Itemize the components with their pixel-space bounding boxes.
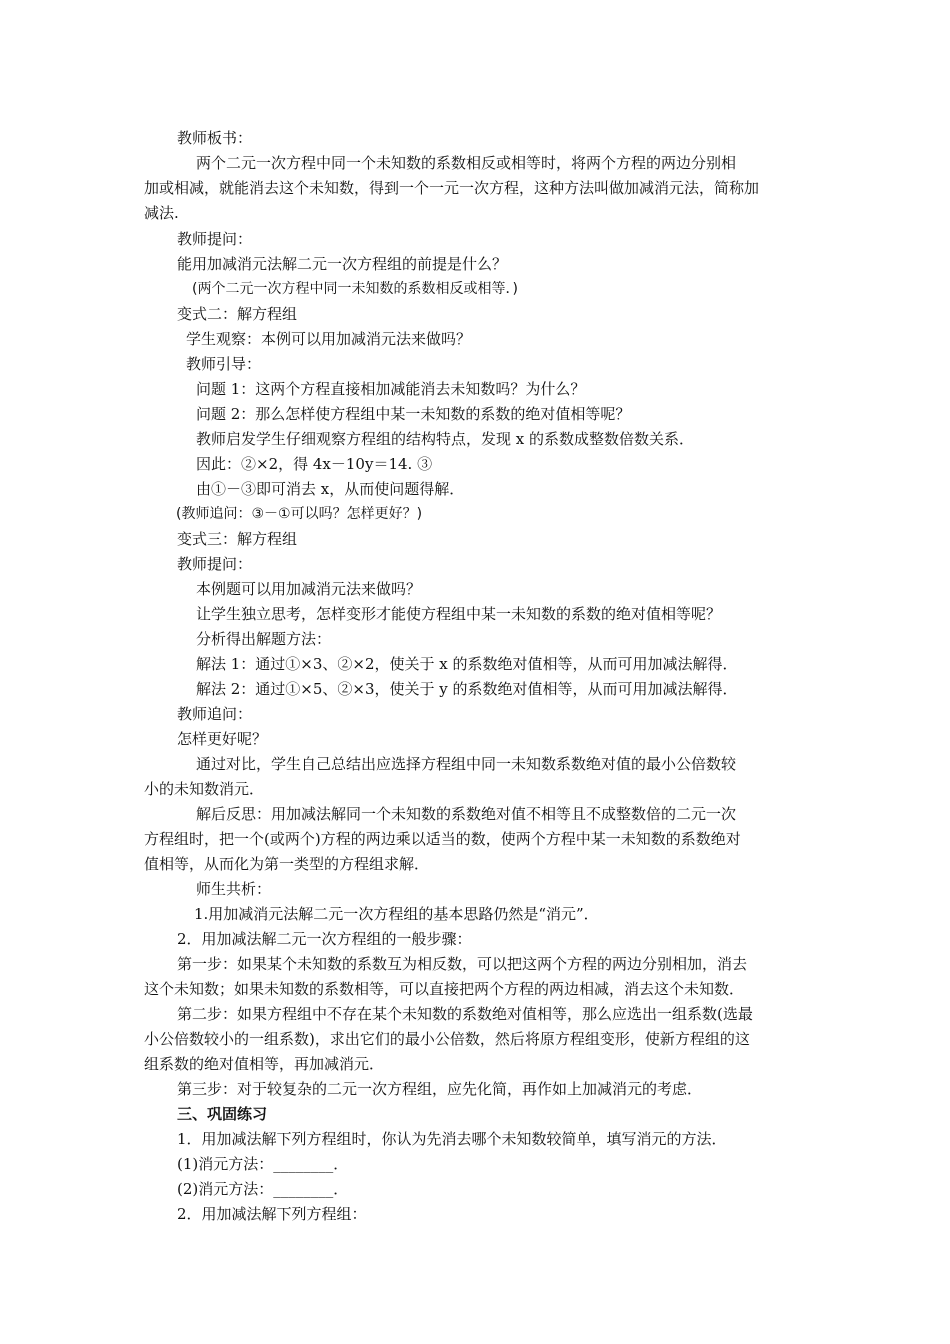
text-line: 2．用加减法解二元一次方程组的一般步骤： xyxy=(177,930,472,948)
text-line: 2．用加减法解下列方程组： xyxy=(177,1205,367,1223)
text-line: (教师追问：③－①可以吗？怎样更好？) xyxy=(176,506,423,522)
text-line: 加或相减，就能消去这个未知数，得到一个一元一次方程，这种方法叫做加减消元法，简称加 xyxy=(144,179,760,197)
text-line: 减法. xyxy=(144,204,179,222)
text-line: 小的未知数消元． xyxy=(144,780,265,798)
text-line: 这个未知数；如果未知数的系数相等，可以直接把两个方程的两边相减，消去这个未知数． xyxy=(144,980,745,998)
text-line: 1．用加减法解下列方程组时，你认为先消去哪个未知数较简单，填写消元的方法． xyxy=(177,1130,727,1148)
text-line: 让学生独立思考，怎样变形才能使方程组中某一未知数的系数的绝对值相等呢？ xyxy=(196,605,722,623)
text-line: 第二步：如果方程组中不存在某个未知数的系数绝对值相等，那么应选出一组系数(选最 xyxy=(177,1005,753,1023)
section-heading: 三、巩固练习 xyxy=(177,1105,268,1123)
text-line: 教师提问： xyxy=(177,555,253,573)
text-line: 小公倍数较小的一组系数)，求出它们的最小公倍数，然后将原方程组变形，使新方程组的这 xyxy=(144,1030,750,1048)
text-line: (两个二元一次方程中同一未知数的系数相反或相等．) xyxy=(192,281,518,297)
text-line: 问题 2：那么怎样使方程组中某一未知数的系数的绝对值相等呢？ xyxy=(196,405,631,423)
text-line: 变式三：解方程组 xyxy=(177,530,298,548)
text-line: 由①－③即可消去 x，从而使问题得解． xyxy=(196,480,465,498)
text-line: 通过对比，学生自己总结出应选择方程组中同一未知数系数绝对值的最小公倍数较 xyxy=(196,755,737,773)
text-line: 怎样更好呢？ xyxy=(177,730,268,748)
text-line: 师生共析： xyxy=(196,880,272,898)
text-line: 教师引导： xyxy=(186,355,262,373)
text-line: (1)消元方法：________． xyxy=(177,1155,349,1173)
text-line: (2)消元方法：________． xyxy=(177,1180,349,1198)
text-line: 两个二元一次方程中同一个未知数的系数相反或相等时，将两个方程的两边分别相 xyxy=(196,154,737,172)
text-line: 学生观察：本例可以用加减消元法来做吗？ xyxy=(186,330,472,348)
text-line: 第三步：对于较复杂的二元一次方程组，应先化简，再作如上加减消元的考虑． xyxy=(177,1080,703,1098)
text-line: 解法 1：通过①×3、②×2，使关于 x 的系数绝对值相等，从而可用加减法解得． xyxy=(196,655,738,673)
text-line: 问题 1：这两个方程直接相加减能消去未知数吗？为什么？ xyxy=(196,380,586,398)
text-line: 教师提问： xyxy=(177,230,253,248)
text-line: 教师板书： xyxy=(177,129,253,147)
text-line: 因此：②×2，得 4x－10y＝14. ③ xyxy=(196,455,433,473)
text-line: 第一步：如果某个未知数的系数互为相反数，可以把这两个方程的两边分别相加，消去 xyxy=(177,955,748,973)
text-line: 解后反思：用加减法解同一个未知数的系数绝对值不相等且不成整数倍的二元一次 xyxy=(196,805,737,823)
text-line: 能用加减消元法解二元一次方程组的前提是什么？ xyxy=(177,255,508,273)
text-line: 方程组时，把一个(或两个)方程的两边乘以适当的数，使两个方程中某一未知数的系数绝对 xyxy=(144,830,741,848)
text-line: 本例题可以用加减消元法来做吗？ xyxy=(196,580,422,598)
text-line: 值相等，从而化为第一类型的方程组求解． xyxy=(144,855,430,873)
text-line: 分析得出解题方法： xyxy=(196,630,332,648)
text-line: 解法 2：通过①×5、②×3，使关于 y 的系数绝对值相等，从而可用加减法解得． xyxy=(196,680,738,698)
text-line: 1.用加减消元法解二元一次方程组的基本思路仍然是“消元”． xyxy=(194,905,599,923)
text-line: 教师启发学生仔细观察方程组的结构特点，发现 x 的系数成整数倍数关系． xyxy=(196,430,694,448)
text-line: 教师追问： xyxy=(177,705,253,723)
text-line: 变式二：解方程组 xyxy=(177,305,298,323)
text-line: 组系数的绝对值相等，再加减消元． xyxy=(144,1055,385,1073)
